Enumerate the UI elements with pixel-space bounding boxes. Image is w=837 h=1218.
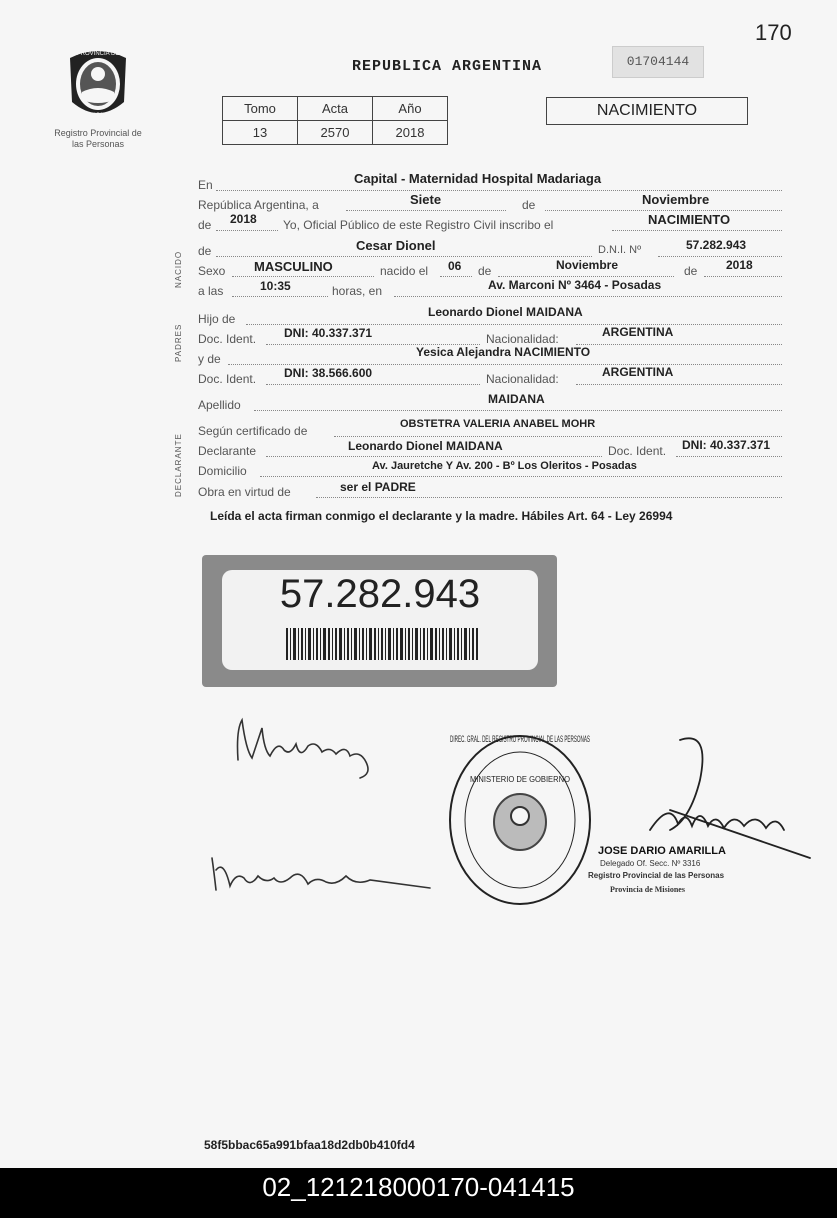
label-de-birth-month: de	[478, 264, 492, 278]
child-sex: MASCULINO	[254, 259, 333, 274]
provincial-coat-of-arms-logo	[62, 44, 134, 124]
mother-name: Yesica Alejandra NACIMIENTO	[416, 345, 591, 359]
logo-bottom-text: MISIONES	[83, 113, 113, 119]
child-birth-day: 06	[448, 259, 462, 273]
mother-nationality: ARGENTINA	[602, 365, 674, 379]
child-name: Cesar Dionel	[356, 238, 436, 253]
registry-header-tomo: Tomo	[223, 97, 298, 121]
document-title: REPUBLICA ARGENTINA	[352, 58, 543, 75]
label-de-month: de	[522, 198, 536, 212]
signature-official	[650, 738, 810, 858]
act-type-box: NACIMIENTO	[546, 97, 748, 125]
registry-value-tomo: 13	[223, 121, 298, 145]
official-seal	[450, 736, 590, 904]
label-mother-nationality: Nacionalidad:	[486, 372, 559, 386]
child-dni: 57.282.943	[686, 238, 747, 252]
dni-barcode	[286, 628, 478, 660]
signatures-area	[200, 700, 820, 940]
act-place: Capital - Maternidad Hospital Madariaga	[354, 171, 602, 186]
act-kind: NACIMIENTO	[648, 212, 731, 227]
serial-number: 01704144	[612, 46, 704, 78]
label-horas-en: horas, en	[332, 284, 383, 298]
child-birth-month: Noviembre	[556, 258, 619, 272]
certificate-issuer: OBSTETRA VALERIA ANABEL MOHR	[400, 418, 596, 430]
label-nacido-de: de	[198, 244, 212, 258]
label-en: En	[198, 178, 213, 192]
logo-caption: Registro Provincial de las Personas	[54, 128, 142, 149]
label-official: Yo, Oficial Público de este Registro Civil inscribo el	[283, 218, 554, 232]
label-de-birth-year: de	[684, 264, 698, 278]
label-father-doc: Doc. Ident.	[198, 332, 257, 346]
label-a-las: a las	[198, 284, 224, 298]
label-hijo-de: Hijo de	[198, 312, 236, 326]
birth-time: 10:35	[260, 279, 291, 293]
dni-stamp-number: 57.282.943	[279, 572, 481, 616]
signature-maidana	[238, 720, 369, 778]
section-label-padres: PADRES	[174, 323, 183, 362]
registry-value-ano: 2018	[373, 121, 448, 145]
official-org: Registro Provincial de las Personas	[588, 871, 725, 880]
registry-table	[222, 96, 448, 145]
child-birth-year: 2018	[726, 258, 753, 272]
label-sexo: Sexo	[198, 264, 226, 278]
closing-note: Leída el acta firman conmigo el declarante y la madre. Hábiles Art. 64 - Ley 26994	[210, 509, 673, 523]
birth-place: Av. Marconi Nº 3464 - Posadas	[488, 278, 662, 292]
label-de-year: de	[198, 218, 212, 232]
section-label-nacido: NACIDO	[174, 250, 183, 288]
official-name: JOSE DARIO AMARILLA	[598, 845, 726, 857]
surname: MAIDANA	[488, 392, 545, 406]
section-label-declarante: DECLARANTE	[174, 433, 183, 497]
registry-header-acta: Acta	[298, 97, 373, 121]
father-name: Leonardo Dionel MAIDANA	[428, 305, 583, 319]
label-republica: República Argentina, a	[198, 198, 319, 212]
mother-doc: DNI: 38.566.600	[284, 366, 373, 380]
by-virtue-of: ser el PADRE	[340, 480, 416, 494]
label-mother-doc: Doc. Ident.	[198, 372, 257, 386]
act-day: Siete	[410, 192, 442, 207]
signature-nacimiento	[212, 858, 430, 890]
registry-value-acta: 2570	[298, 121, 373, 145]
act-month: Noviembre	[642, 192, 710, 207]
label-domicilio: Domicilio	[198, 464, 247, 478]
label-declarante: Declarante	[198, 444, 257, 458]
declarant-name: Leonardo Dionel MAIDANA	[348, 439, 503, 453]
label-apellido: Apellido	[198, 398, 241, 412]
father-nationality: ARGENTINA	[602, 325, 674, 339]
act-year: 2018	[230, 212, 257, 226]
label-declarant-doc: Doc. Ident.	[608, 444, 667, 458]
father-doc: DNI: 40.337.371	[284, 326, 373, 340]
document-hash: 58f5bbac65a991bfaa18d2db0b410fd4	[204, 1138, 415, 1152]
official-role: Delegado Of. Secc. Nº 3316	[600, 859, 701, 868]
seal-inner-text: MINISTERIO DE GOBIERNO	[470, 775, 570, 784]
seal-outer-text: DIREC. GRAL. DEL REGISTRO PROVINCIAL DE LAS PERSONAS	[450, 734, 590, 744]
label-certificado: Según certificado de	[198, 424, 308, 438]
registry-table-header-row	[223, 97, 448, 121]
registry-table-value-row	[223, 121, 448, 145]
official-province: Provincia de Misiones	[610, 885, 685, 894]
declarant-doc: DNI: 40.337.371	[682, 438, 771, 452]
label-y-de: y de	[198, 352, 221, 366]
label-dni: D.N.I. Nº	[598, 244, 642, 256]
declarant-address: Av. Jauretche Y Av. 200 - Bº Los Oleritos - Posadas	[372, 460, 637, 472]
label-father-nationality: Nacionalidad:	[486, 332, 559, 346]
page-number: 170	[755, 20, 792, 45]
footer-filename: 02_121218000170-041415	[262, 1172, 575, 1202]
registry-header-ano: Año	[373, 97, 448, 121]
logo-top-text: PROVINCIA DE	[76, 51, 120, 57]
label-obra: Obra en virtud de	[198, 485, 291, 499]
label-nacido-el: nacido el	[380, 264, 429, 278]
